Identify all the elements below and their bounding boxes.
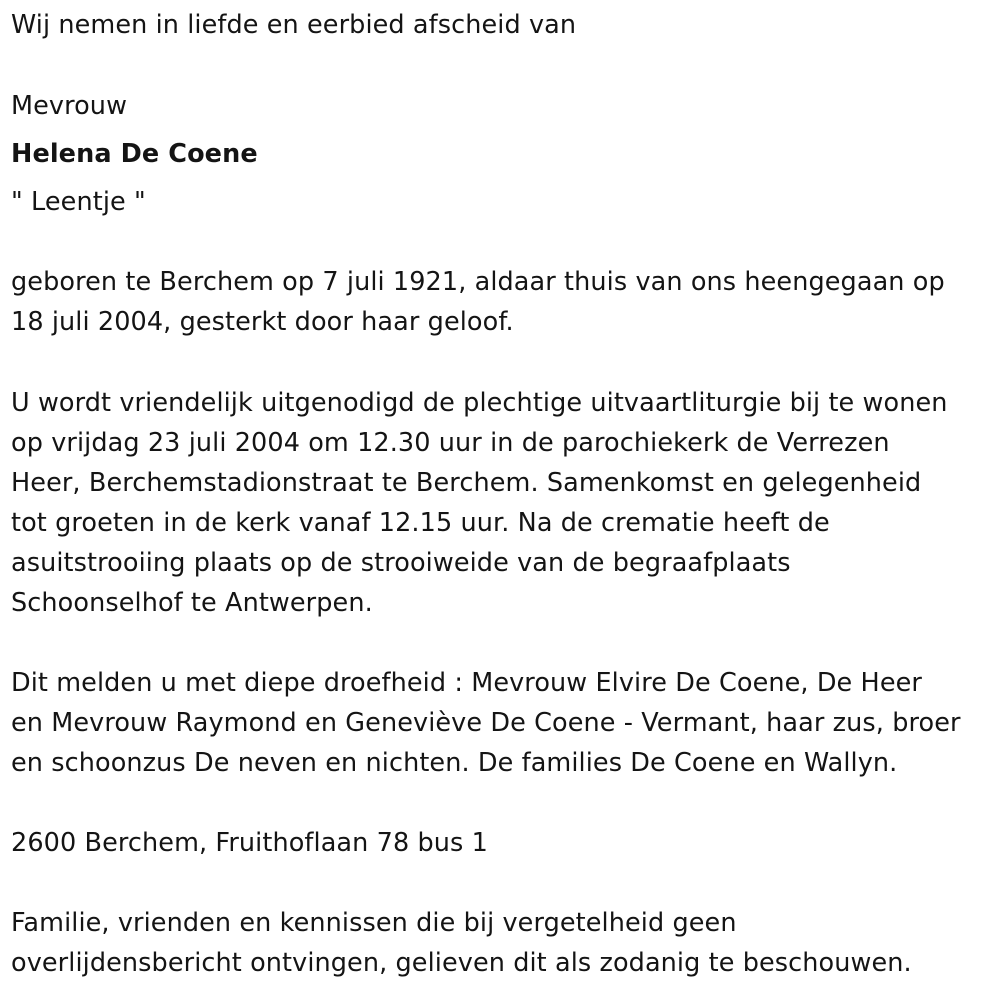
- closing-line: overlijdensbericht ontvingen, gelieven dit als zodanig te beschouwen.: [11, 948, 912, 978]
- closing-line: Familie, vrienden en kennissen die bij vergetelheid geen: [11, 908, 737, 938]
- invitation-line: op vrijdag 23 juli 2004 om 12.30 uur in de parochiekerk de Verrezen: [11, 428, 890, 458]
- birth-line: 18 juli 2004, gesterkt door haar geloof.: [11, 307, 514, 337]
- intro-text: Wij nemen in liefde en eerbied afscheid van: [11, 10, 577, 40]
- birth-line: geboren te Berchem op 7 juli 1921, aldaar thuis van ons heengegaan op: [11, 267, 945, 297]
- invitation-line: Schoonselhof te Antwerpen.: [11, 588, 373, 618]
- invitation-line: tot groeten in de kerk vanaf 12.15 uur. Na de crematie heeft de: [11, 508, 830, 538]
- announcement-line: en Mevrouw Raymond en Geneviève De Coene - Vermant, haar zus, broer: [11, 708, 961, 738]
- title-text: Mevrouw: [11, 91, 128, 121]
- invitation-line: Heer, Berchemstadionstraat te Berchem. Samenkomst en gelegenheid: [11, 468, 922, 498]
- invitation-line: U wordt vriendelijk uitgenodigd de plechtige uitvaartliturgie bij te wonen: [11, 388, 948, 418]
- announcement-line: en schoonzus De neven en nichten. De families De Coene en Wallyn.: [11, 748, 898, 778]
- nickname-text: " Leentje ": [11, 187, 146, 217]
- announcement-line: Dit melden u met diepe droefheid : Mevrouw Elvire De Coene, De Heer: [11, 668, 922, 698]
- invitation-line: asuitstrooiing plaats op de strooiweide van de begraafplaats: [11, 548, 791, 578]
- address-text: 2600 Berchem, Fruithoflaan 78 bus 1: [11, 828, 488, 858]
- deceased-name: Helena De Coene: [11, 139, 258, 169]
